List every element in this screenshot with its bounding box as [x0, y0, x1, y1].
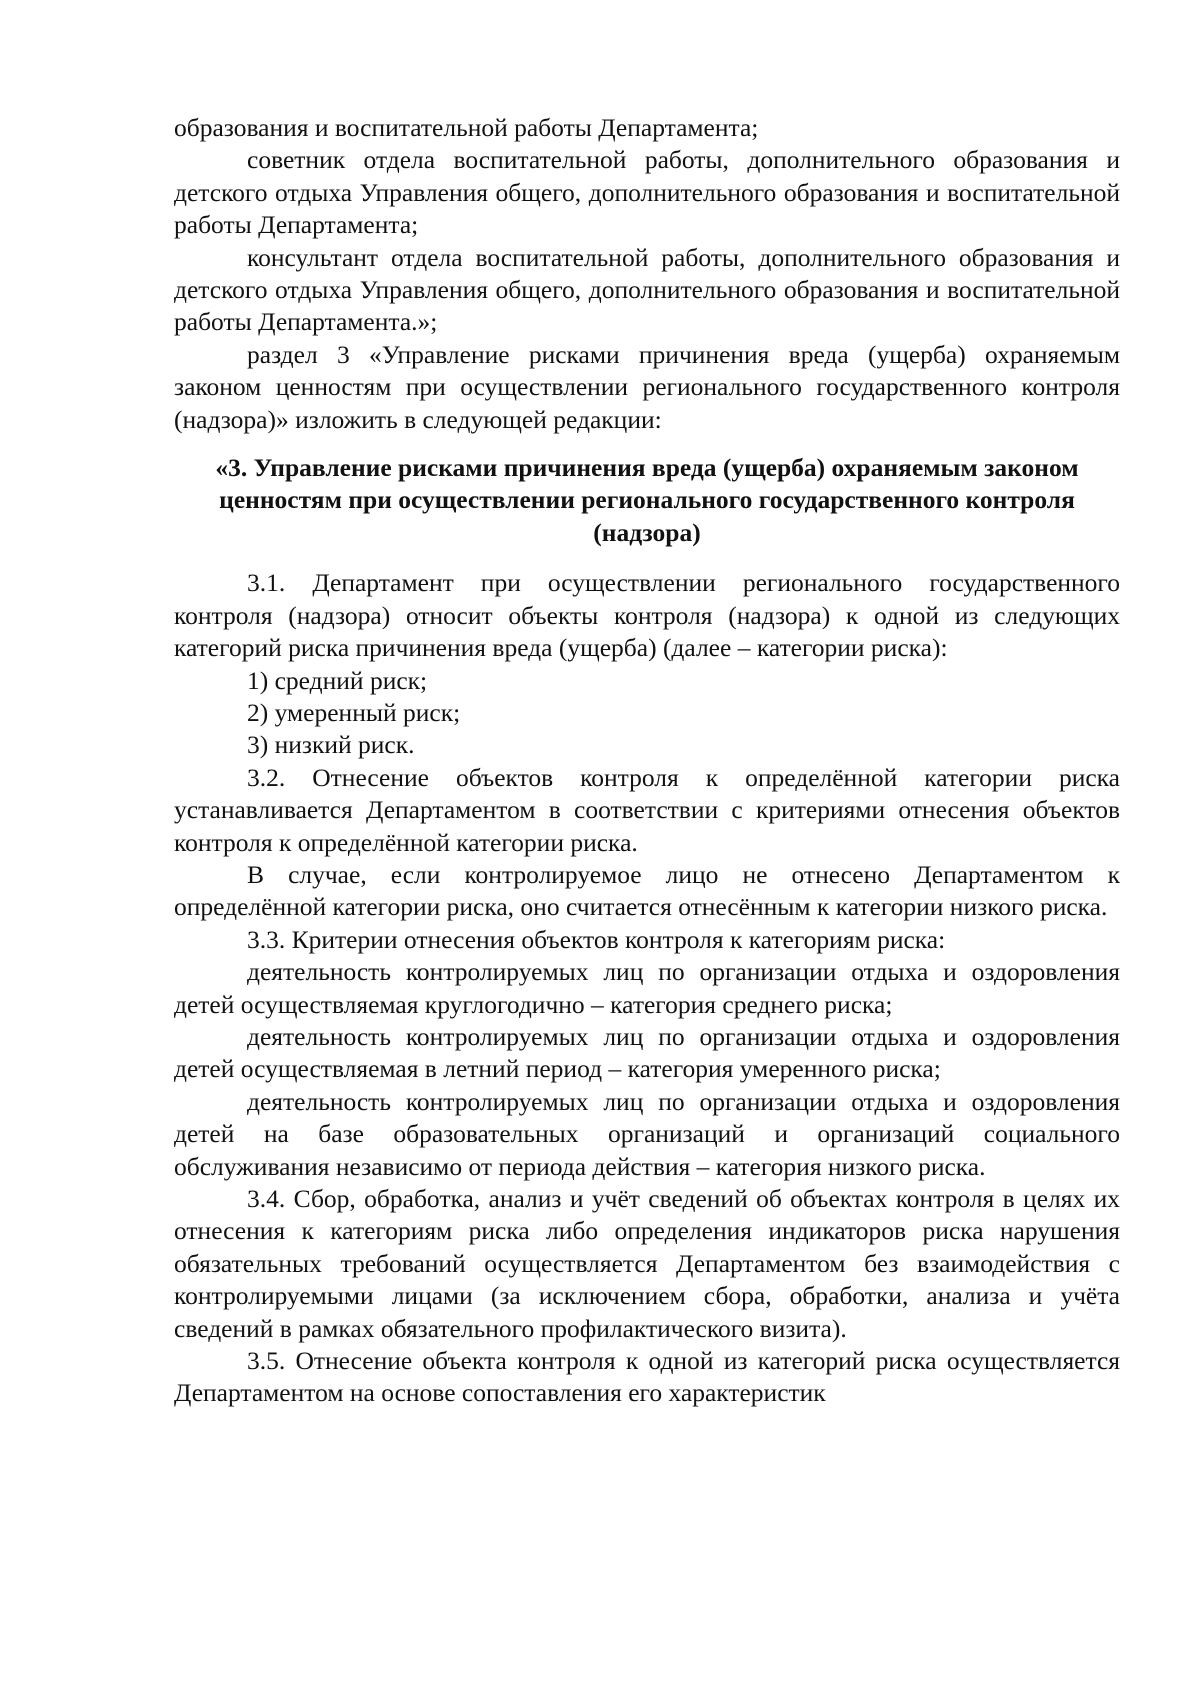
- clause-3-1: 3.1. Департамент при осуществлении регионального государственного контроля (надзора) относит объекты контроля (надзора) к одной из следующих категорий риска причинения вреда (ущерба) (далее – категории риска):: [174, 568, 1120, 663]
- list-item-moderate-risk: 2) умеренный риск;: [247, 697, 461, 727]
- criterion-summer: деятельность контролируемых лиц по организации отдыха и оздоровления детей осуществляемая в летний период – категория умеренного риска;: [174, 1021, 1120, 1084]
- paragraph-position-advisor: советник отдела воспитательной работы, дополнительного образования и детского отдыха Управления общего, дополнительного образования и воспитательной работы Департамента;: [174, 145, 1120, 240]
- document-page: [174, 112, 1120, 1410]
- paragraph-position-consultant: консультант отдела воспитательной работы, дополнительного образования и детского отдыха Управления общего, дополнительного образования и воспитательной работы Департамента.»;: [174, 242, 1120, 337]
- paragraph-section-3-amendment: раздел 3 «Управление рисками причинения вреда (ущерба) охраняемым законом ценностям при осуществлении регионального государственного контроля (надзора)» изложить в следующей редакции:: [174, 339, 1120, 434]
- list-item-low-risk: 3) низкий риск.: [247, 730, 415, 760]
- paragraph-position-continuation: образования и воспитательной работы Департамента;: [174, 113, 759, 142]
- list-item-medium-risk: 1) средний риск;: [247, 665, 428, 695]
- clause-3-4: 3.4. Сбор, обработка, анализ и учёт сведений об объектах контроля в целях их отнесения к категориям риска либо определения индикаторов риска нарушения обязательных требований осуществляется Департаментом без взаимодействия с контролируемыми лицами (за исключением сбора, обработки, анализа и учёта сведений в рамках обязательного профилактического визита).: [174, 1184, 1120, 1343]
- criterion-year-round: деятельность контролируемых лиц по организации отдыха и оздоровления детей осуществляемая круглогодично – категория среднего риска;: [174, 957, 1120, 1019]
- criterion-educational-social: деятельность контролируемых лиц по организации отдыха и оздоровления детей на базе образовательных организаций и организаций социального обслуживания независимо от периода действия – категория низкого риска.: [174, 1086, 1120, 1181]
- section-3-heading: «3. Управление рисками причинения вреда (ущерба) охраняемым законом ценностям при осуществлении регионального государственного контроля (надзора): [215, 453, 1079, 547]
- clause-3-2-default-low-risk: В случае, если контролируемое лицо не отнесено Департаментом к определённой категории риска, оно считается отнесённым к категории низкого риска.: [174, 859, 1120, 922]
- clause-3-3: 3.3. Критерии отнесения объектов контроля к категориям риска:: [247, 924, 946, 954]
- clause-3-2: 3.2. Отнесение объектов контроля к определённой категории риска устанавливается Департаментом в соответствии с критериями отнесения объектов контроля к определённой категории риска.: [174, 762, 1120, 857]
- clause-3-5: 3.5. Отнесение объекта контроля к одной из категорий риска осуществляется Департаментом на основе сопоставления его характеристик: [174, 1346, 1120, 1408]
